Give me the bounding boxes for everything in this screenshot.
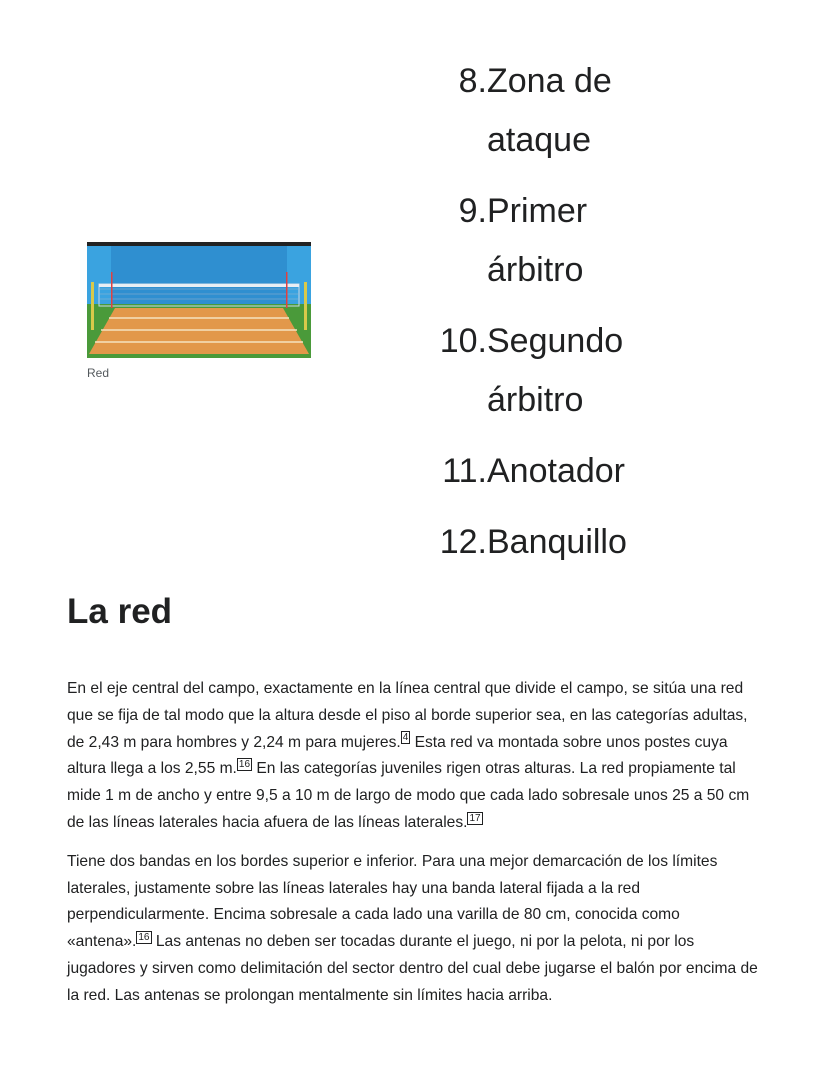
- paragraph-text: Esta red va montada sobre unos postes cuya altura llega a los 2,55 m.: [67, 733, 728, 778]
- court-positions-list: [428, 52, 688, 584]
- list-item: [428, 442, 688, 501]
- list-text: Zona de ataque: [487, 62, 612, 159]
- list-text: Primer árbitro: [487, 192, 588, 289]
- section-body: [67, 676, 767, 1022]
- list-number: 8.: [458, 62, 487, 100]
- list-text: Anotador: [487, 452, 625, 490]
- citation-link[interactable]: 16: [238, 759, 251, 771]
- citation-link[interactable]: 16: [138, 931, 150, 943]
- citation-ref[interactable]: [237, 758, 252, 771]
- citation-ref[interactable]: [401, 731, 411, 744]
- paragraph-text: En el eje central del campo, exactamente en la línea central que divide el campo, se sitúa una red que se fija de tal modo que la altura desde el piso al borde superior sea, en las categorías adultas, de 2,43 m para hombres y 2,24 m para mujeres.: [67, 680, 748, 751]
- figure-caption: Red: [87, 366, 110, 380]
- list-item: [428, 513, 688, 572]
- list-number: 11.: [442, 452, 487, 490]
- list-text: Segundo árbitro: [487, 322, 624, 419]
- section-heading: La red: [67, 592, 173, 631]
- paragraph-net-height: [67, 676, 767, 837]
- paragraph-text: Tiene dos bandas en los bordes superior e inferior. Para una mejor demarcación de los límites laterales, justamente sobre las líneas laterales hay una banda lateral fijada a la red perpendicularmente. Encima sobresale a cada lado una varilla de 80 cm, conocida como «antena».: [67, 852, 718, 951]
- volleyball-net-image: [87, 242, 311, 358]
- list-text: Banquillo: [487, 523, 627, 561]
- list-item: [428, 52, 688, 170]
- net-figure: [87, 242, 311, 380]
- paragraph-text: En las categorías juveniles rigen otras alturas. La red propiamente tal mide 1 m de ancho y entre 9,5 a 10 m de largo de modo que cada lado sobresale unos 25 a 50 cm de las líneas laterales hacia afuera de las líneas laterales.: [67, 760, 750, 831]
- citation-ref[interactable]: [136, 931, 151, 944]
- list-number: 10.: [439, 322, 487, 360]
- list-item: [428, 312, 688, 430]
- list-number: 9.: [458, 192, 487, 230]
- citation-link[interactable]: 4: [402, 732, 409, 744]
- citation-ref[interactable]: [467, 812, 482, 825]
- list-item: [428, 182, 688, 300]
- list-number: 12.: [439, 523, 487, 561]
- paragraph-text: Las antenas no deben ser tocadas durante el juego, ni por la pelota, ni por los jugadores y sirven como delimitación del sector dentro del cual debe jugarse el balón por encima de la red. Las antenas se prolongan mentalmente sin límites hacia arriba.: [67, 933, 758, 1004]
- paragraph-antennas: [67, 849, 767, 1010]
- citation-link[interactable]: 17: [469, 812, 481, 824]
